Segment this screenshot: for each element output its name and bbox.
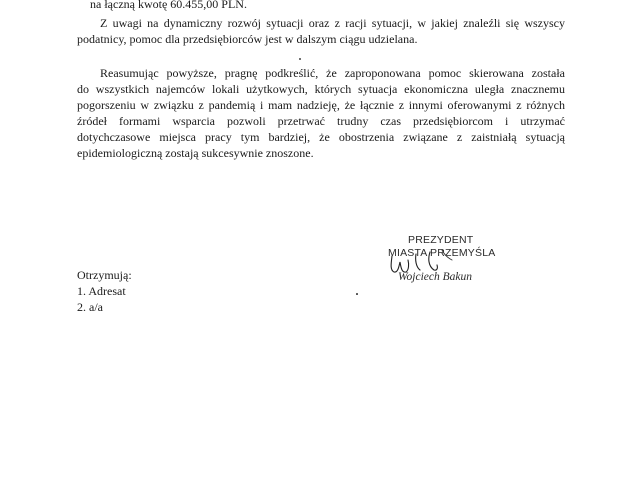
separator-dot bbox=[299, 58, 301, 60]
para2-line-4: źródeł formami wsparcia pozwoli przetrwać trudny czas przedsiębiorcom i utrzymać bbox=[77, 114, 565, 128]
para2-line-3: pogorszeniu w związku z pandemią i mam nadzieję, że łącznie z innymi oferowanymi z różnych bbox=[77, 98, 565, 112]
para2-line-1: Reasumując powyższe, pragnę podkreślić, że zaproponowana pomoc skierowana została bbox=[100, 66, 565, 80]
recipients-heading: Otrzymują: bbox=[77, 268, 132, 282]
para2-line-5: dotychczasowe miejsca pracy tym bardziej, że obostrzenia związane z zaistniałą sytuacją bbox=[77, 130, 565, 144]
recipient-item-2: 2. a/a bbox=[77, 300, 103, 314]
para2-line-2: do wszystkich najemców lokali użytkowych, których sytuacja ekonomiczna uległa znacznemu bbox=[77, 82, 565, 96]
amount-line: na łączną kwotę 60.455,00 PLN. bbox=[90, 0, 247, 11]
para1-line-1: Z uwagi na dynamiczny rozwój sytuacji oraz z racji sytuacji, w jakiej znaleźli się wszyscy bbox=[100, 16, 565, 30]
recipient-item-1: 1. Adresat bbox=[77, 284, 126, 298]
stamp-office: MIASTA PRZEMYŚLA bbox=[388, 247, 496, 259]
stamp-title: PREZYDENT bbox=[408, 234, 474, 246]
para2-line-6: epidemiologiczną zostają sukcesywnie znoszone. bbox=[77, 146, 314, 160]
signature-icon bbox=[382, 248, 492, 288]
stamp-signatory-name: Wojciech Bakun bbox=[398, 271, 472, 283]
scan-speck bbox=[356, 293, 358, 295]
para1-line-2: podatnicy, pomoc dla przedsiębiorców jest w dalszym ciągu udzielana. bbox=[77, 32, 418, 46]
